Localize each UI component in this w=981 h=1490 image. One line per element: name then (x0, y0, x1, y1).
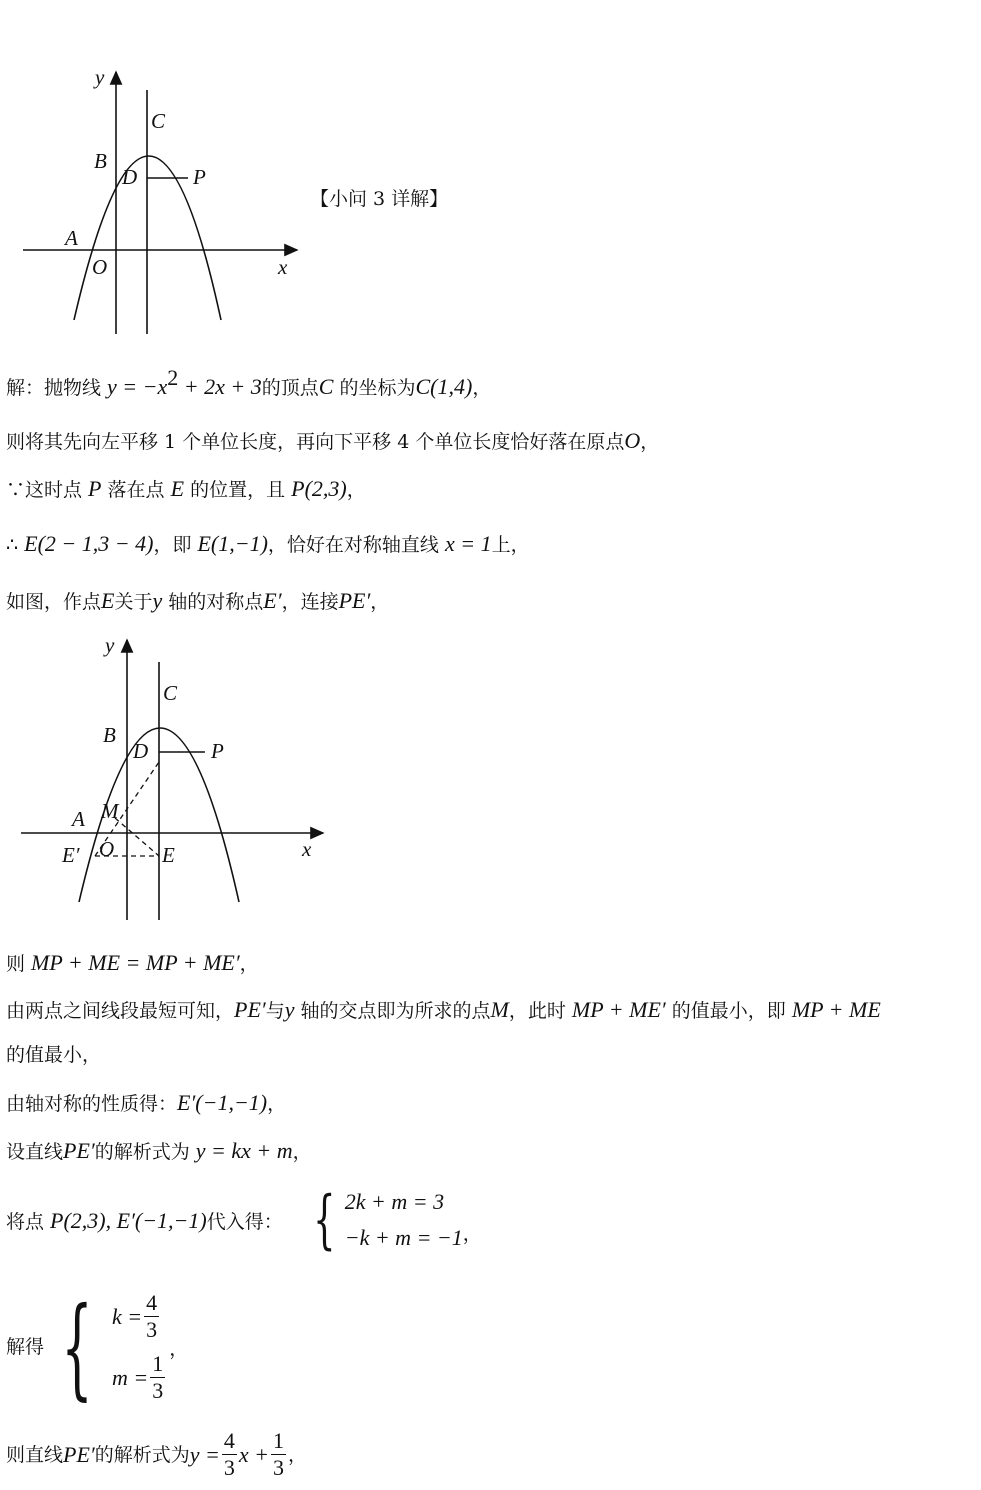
text: 代入得： (206, 1211, 283, 1233)
equation-row: 2k + m = 3 (344, 1189, 445, 1214)
label-e: E (162, 843, 175, 867)
math: E(1,−1) (197, 531, 268, 556)
label-c: C (163, 681, 178, 705)
label-b: B (103, 723, 116, 747)
figure-1-parabola-graph (15, 62, 305, 342)
math: E′ (263, 588, 282, 613)
text: 的值最小，即 (665, 1000, 792, 1022)
label-b: B (94, 149, 107, 173)
denominator: 3 (152, 1378, 164, 1403)
solution-row-k (112, 1290, 167, 1343)
math: E(2 − 1,3 − 4) (24, 531, 154, 556)
dashed-segment-me (115, 818, 159, 856)
label-x: x (302, 837, 312, 861)
left-brace: { (61, 1283, 93, 1411)
left-brace: { (313, 1183, 336, 1257)
section-heading: 【小问 3 详解】 (310, 188, 449, 210)
solution-line-8 (6, 1042, 101, 1068)
math: MP + ME (791, 997, 881, 1022)
solution-line-6 (6, 950, 259, 977)
text: ， (472, 377, 492, 399)
math-exponent: 2 (167, 365, 179, 390)
system-rows (112, 1290, 167, 1404)
label-x: x (278, 255, 288, 279)
system-rows (345, 1184, 463, 1256)
text: ， (169, 1337, 189, 1360)
text: 上， (491, 534, 530, 556)
label-o: O (99, 837, 115, 861)
math: E (170, 476, 185, 501)
denominator: 3 (223, 1455, 235, 1480)
solution-line-7 (6, 997, 881, 1024)
text: 解得 (6, 1336, 45, 1358)
text: ， (292, 1141, 312, 1163)
fraction (150, 1351, 165, 1404)
text: ∴ (6, 534, 25, 556)
text: ∵这时点 (6, 479, 89, 501)
label-e-prime: E′ (62, 843, 80, 867)
text: 的顶点 (261, 377, 319, 399)
text: 则直线 (6, 1443, 64, 1466)
math: MP + ME′ (571, 997, 666, 1022)
math: C (318, 374, 334, 399)
text: 解：抛物线 (6, 377, 108, 399)
math: y (152, 588, 163, 613)
text: 与 (265, 1000, 285, 1022)
figure-2-parabola-graph (15, 630, 335, 925)
fraction (144, 1290, 159, 1343)
label-y: y (95, 65, 105, 89)
text: 轴的对称点 (162, 591, 264, 613)
text: 的位置，且 (184, 479, 292, 501)
solution-line-9 (6, 1090, 286, 1117)
math: MP + ME = MP + ME′ (31, 950, 240, 975)
solution-line-11 (6, 1208, 283, 1235)
numerator: 4 (223, 1428, 235, 1453)
math: k = (112, 1303, 143, 1329)
math: M (490, 997, 509, 1022)
label-d: D (133, 739, 149, 763)
text: 轴的交点即为所求的点 (294, 1000, 491, 1022)
text: ， (346, 479, 366, 501)
label-y: y (105, 633, 115, 657)
fraction (222, 1428, 237, 1481)
text: 由两点之间线段最短可知， (6, 1000, 235, 1022)
math: PE′ (234, 997, 266, 1022)
label-m: M (101, 799, 119, 823)
text: 设直线 (6, 1141, 64, 1163)
text: ， (370, 591, 390, 613)
label-p: P (211, 739, 224, 763)
text: ，此时 (508, 1000, 572, 1022)
solution-system (42, 1280, 188, 1414)
text: 的坐标为 (333, 377, 416, 399)
equation-row: −k + m = −1 (344, 1225, 463, 1250)
text: 落在点 (101, 479, 171, 501)
math: y (284, 997, 295, 1022)
label-o: O (92, 255, 108, 279)
math: PE′ (338, 588, 371, 613)
math: y = kx + m (195, 1138, 293, 1163)
math: m = (112, 1364, 149, 1390)
numerator: 1 (152, 1351, 164, 1376)
math: P(2,3) (291, 476, 347, 501)
math: PE′ (63, 1138, 95, 1163)
text: ，即 (153, 534, 198, 556)
numerator: 4 (146, 1290, 158, 1315)
math: O (624, 428, 641, 453)
label-a: A (72, 807, 85, 831)
math: x = 1 (444, 531, 492, 556)
text: ，恰好在对称轴直线 (267, 534, 445, 556)
equation-system (304, 1180, 482, 1260)
text: ， (287, 1443, 307, 1466)
math: C(1,4) (415, 374, 473, 399)
solution-line-10 (6, 1138, 312, 1165)
text: 关于 (114, 591, 153, 613)
math: y = −x (107, 374, 168, 399)
solution-line-13 (6, 1428, 307, 1481)
text: ， (267, 1093, 287, 1115)
text: 则 (6, 953, 32, 975)
text: 的解析式为 (94, 1141, 196, 1163)
text: ， (462, 1223, 482, 1245)
denominator: 3 (272, 1455, 284, 1480)
label-c: C (151, 109, 166, 133)
text: 如图，作点 (6, 591, 102, 613)
denominator: 3 (146, 1317, 158, 1342)
solution-line-1 (6, 365, 492, 401)
label-a: A (65, 226, 78, 250)
solution-line-4 (6, 531, 530, 558)
text: 将点 (6, 1211, 51, 1233)
text: 的解析式为 (94, 1443, 190, 1466)
label-d: D (122, 165, 138, 189)
fraction (271, 1428, 286, 1481)
math: P(2,3), E′(−1,−1) (50, 1208, 207, 1233)
numerator: 1 (272, 1428, 284, 1453)
math: PE′ (63, 1441, 95, 1467)
text: 由轴对称的性质得： (6, 1093, 178, 1115)
math: E (101, 588, 115, 613)
math: y = (189, 1441, 220, 1467)
solution-line-2 (6, 428, 659, 455)
solution-line-5 (6, 588, 389, 615)
math: E′(−1,−1) (177, 1090, 268, 1115)
solution-line-3 (6, 476, 366, 503)
text: ， (239, 953, 259, 975)
text: ， (640, 431, 660, 453)
solution-row-m (112, 1351, 167, 1404)
text: ，连接 (281, 591, 339, 613)
math: P (88, 476, 102, 501)
text: 则将其先向左平移 1 个单位长度，再向下平移 4 个单位长度恰好落在原点 (6, 431, 625, 453)
label-p: P (193, 165, 206, 189)
solution-line-12 (6, 1334, 44, 1360)
math: + 2x + 3 (178, 374, 262, 399)
text: 的值最小， (6, 1044, 102, 1066)
math: x + (238, 1441, 269, 1467)
